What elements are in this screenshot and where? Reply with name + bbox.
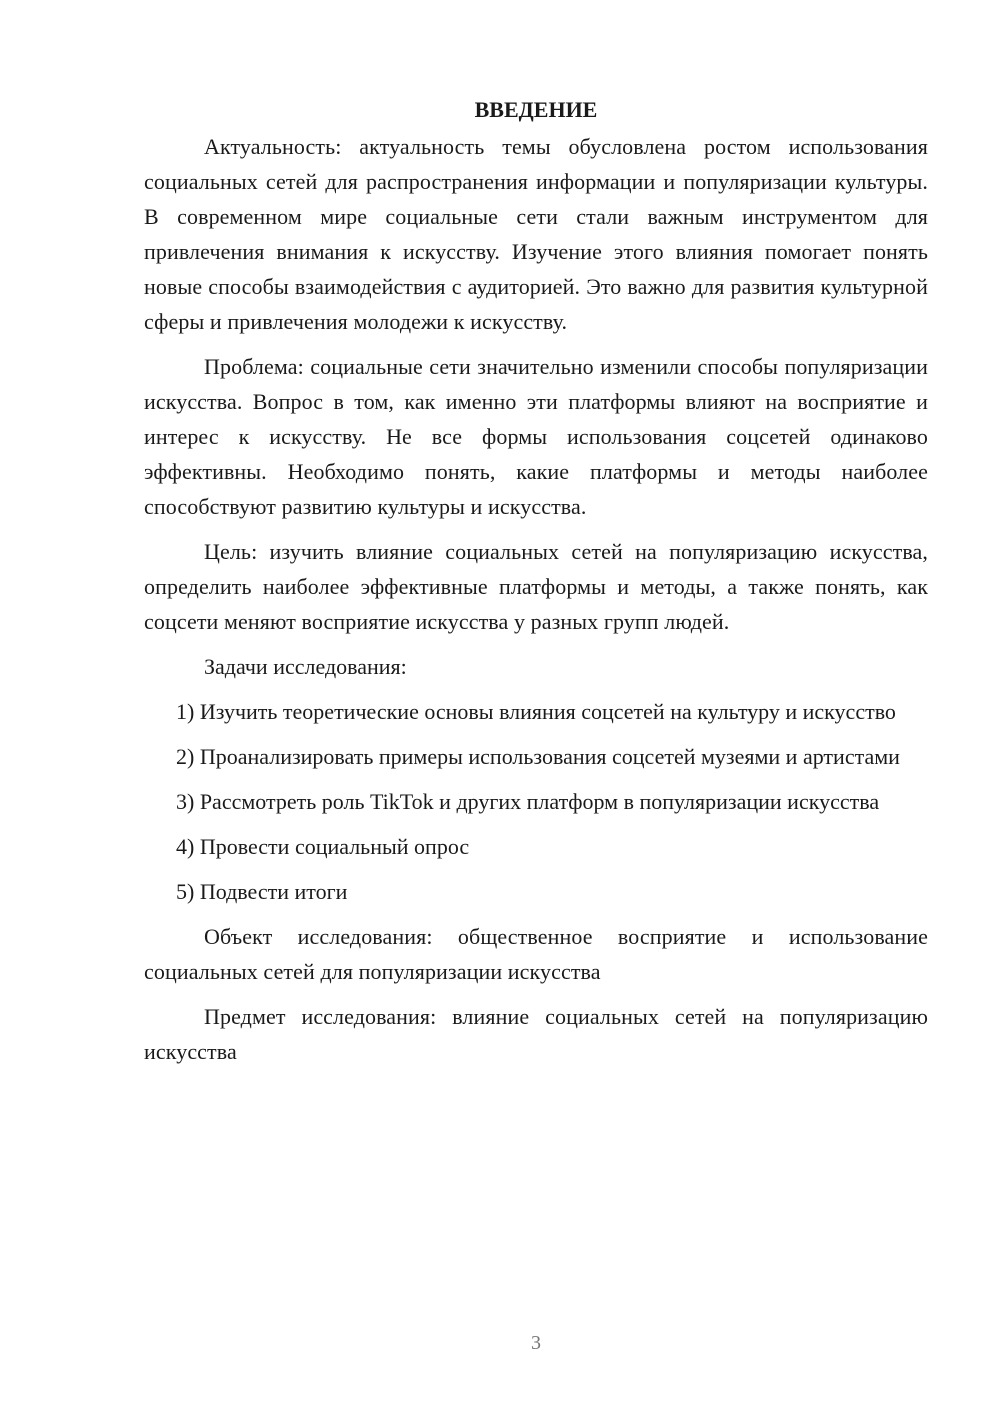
- goal-paragraph: Цель: изучить влияние социальных сетей на популяризацию искусства, определить наиболее эффективные платформы и методы, а также понять, как соцсети меняют восприятие искусства у разных групп людей.: [144, 539, 928, 634]
- task-item-1: 1) Изучить теоретические основы влияния соцсетей на культуру и искусство: [176, 699, 896, 724]
- page-number: 3: [531, 1332, 541, 1354]
- task-item-5: 5) Подвести итоги: [176, 879, 348, 904]
- page-title: ВВЕДЕНИЕ: [474, 97, 598, 122]
- document-page: [144, 92, 928, 1079]
- subject-paragraph: Предмет исследования: влияние социальных сетей на популяризацию искусства: [144, 1004, 928, 1064]
- task-item-4: 4) Провести социальный опрос: [176, 834, 470, 859]
- relevance-paragraph: Актуальность: актуальность темы обусловлена ростом использования социальных сетей для распространения информации и популяризации культуры. В современном мире социальные сети стали важным инструментом для привлечения внимания к искусству. Изучение этого влияния помогает понять новые способы взаимодействия с аудиторией. Это важно для развития культурной сферы и привлечения молодежи к искусству.: [144, 134, 928, 334]
- object-paragraph: Объект исследования: общественное восприятие и использование социальных сетей для популяризации искусства: [144, 924, 928, 984]
- task-item-3: 3) Рассмотреть роль TikTok и других платформ в популяризации искусства: [176, 789, 880, 814]
- tasks-heading: Задачи исследования:: [204, 654, 407, 679]
- task-item-2: 2) Проанализировать примеры использования соцсетей музеями и артистами: [176, 744, 900, 769]
- problem-paragraph: Проблема: социальные сети значительно изменили способы популяризации искусства. Вопрос в том, как именно эти платформы влияют на восприятие и интерес к искусству. Не все формы использования соцсетей одинаково эффективны. Необходимо понять, какие платформы и методы наиболее способствуют развитию культуры и искусства.: [144, 354, 928, 519]
